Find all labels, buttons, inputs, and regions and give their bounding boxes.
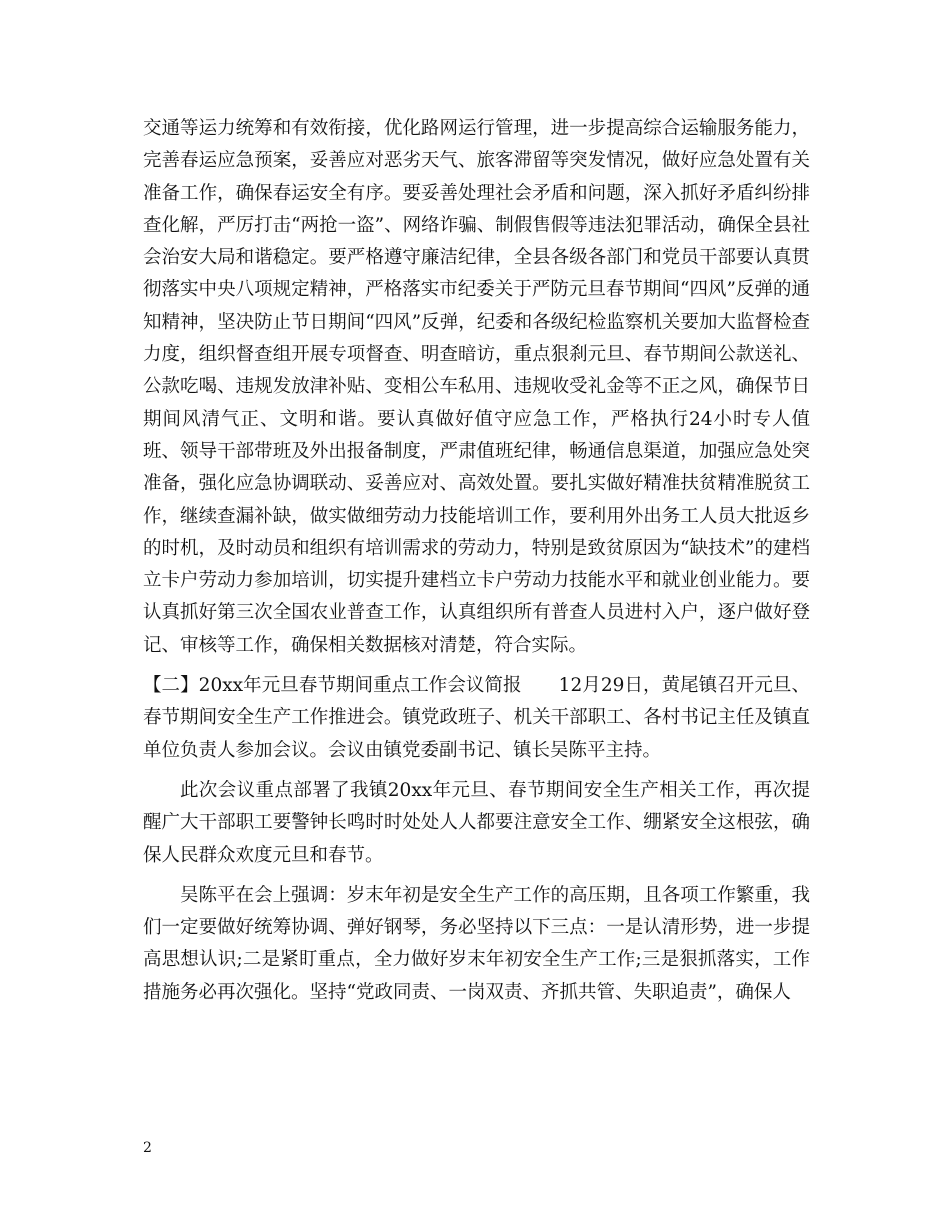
document-body [143,113,810,1009]
page-number: 2 [143,1140,152,1156]
body-paragraph-4: 吴陈平在会上强调：岁末年初是安全生产工作的高压期，且各项工作繁重，我们一定要做好统筹协调、弹好钢琴，务必坚持以下三点：一是认清形势，进一步提高思想认识;二是紧盯重点，全力做好岁末年初安全生产工作;三是狠抓落实，工作措施务必再次强化。坚持“党政同责、一岗双责、齐抓共管、失职追责”，确保人 [143,884,810,1003]
body-paragraph-2: 【二】20xx年元旦春节期间重点工作会议简报 12月29日，黄尾镇召开元旦、春节期间安全生产工作推进会。镇党政班子、机关干部职工、各村书记主任及镇直单位负责人参加会议。会议由镇党委副书记、镇长吴陈平主持。 [143,675,810,761]
body-paragraph-3: 此次会议重点部署了我镇20xx年元旦、春节期间安全生产相关工作，再次提醒广大干部职工要警钟长鸣时时处处人人都要注意安全工作、绷紧安全这根弦，确保人民群众欢度元旦和春节。 [143,779,810,866]
body-paragraph-1: 交通等运力统筹和有效衔接，优化路网运行管理，进一步提高综合运输服务能力，完善春运应急预案，妥善应对恶劣天气、旅客滞留等突发情况，做好应急处置有关准备工作，确保春运安全有序。要妥善处理社会矛盾和问题，深入抓好矛盾纠纷排查化解，严厉打击“两抢一盗”、网络诈骗、制假售假等违法犯罪活动，确保全县社会治安大局和谐稳定。要严格遵守廉洁纪律，全县各级各部门和党员干部要认真贯彻落实中央八项规定精神，严格落实市纪委关于严防元旦春节期间“四风”反弹的通知精神，坚决防止节日期间“四风”反弹，纪委和各级纪检监察机关要加大监督检查力度，组织督查组开展专项督查、明查暗访，重点狠刹元旦、春节期间公款送礼、公款吃喝、违规发放津补贴、变相公车私用、违规收受礼金等不正之风，确保节日期间风清气正、文明和谐。要认真做好值守应急工作，严格执行24小时专人值班、领导干部带班及外出报备制度，严肃值班纪律，畅通信息渠道，加强应急处突准备，强化应急协调联动、妥善应对、高效处置。要扎实做好精准扶贫精准脱贫工作，继续查漏补缺，做实做细劳动力技能培训工作，要利用外出务工人员大批返乡的时机，及时动员和组织有培训需求的劳动力，特别是致贫原因为“缺技术”的建档立卡户劳动力参加培训，切实提升建档立卡户劳动力技能水平和就业创业能力。要认真抓好第三次全国农业普查工作，认真组织所有普查人员进村入户，逐户做好登记、审核等工作，确保相关数据核对清楚，符合实际。 [143,118,810,656]
